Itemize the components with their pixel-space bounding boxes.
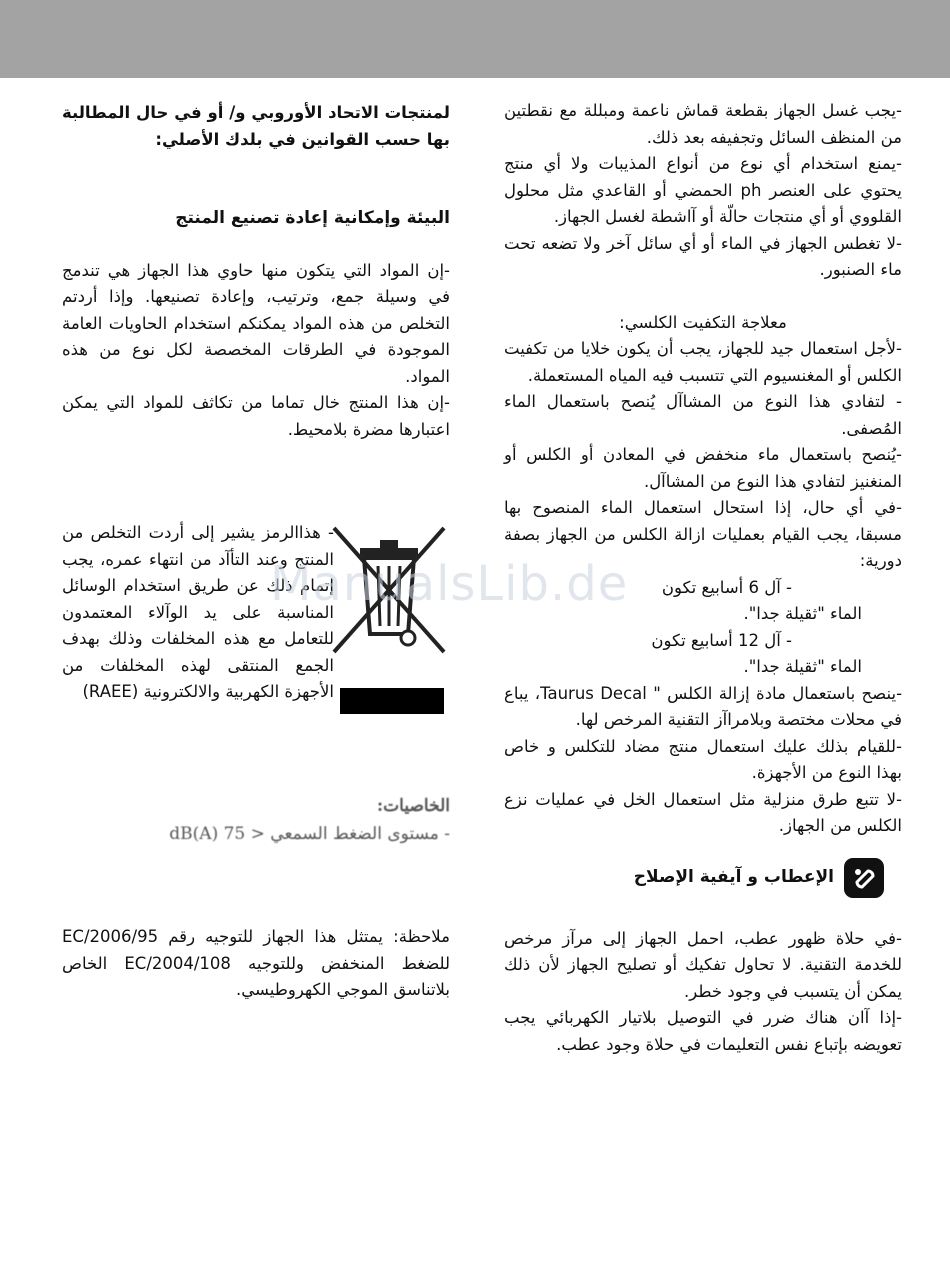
repair-icon (844, 858, 884, 898)
repair-heading (504, 858, 902, 898)
compliance-note (62, 924, 450, 1004)
environment-title: البيئة وإمكانية إعادة تصنيع المنتج (175, 208, 450, 228)
descaling-paragraph-3: -يُنصح باستعمال ماء منخفض في المعادن أو الكلس أو المنغنيز لتفادي هذا النوع من المشاآل. (504, 445, 902, 491)
cleaning-paragraph-3: -لا تغطس الجهاز في الماء أو أي سائل آخر ولا تضعه تحت ماء الصنبور. (504, 233, 902, 279)
header-bar (0, 0, 950, 78)
weee-paragraph: - هذاالرمز يشير إلى أردت التخلص من المنتج وعند التأآد من انتهاء عمره، يجب إتمام ذلك عن طريق استخدام الوسائل المناسبة على يد الوآلاء المعتمدون للتعامل مع هذه المخلفات وذلك بهدف الجمع المنتقى لهذه المخلفات من الأجهزة الكهربية والالكترونية (RAEE) (62, 523, 334, 701)
descaling-title: معلاجة التكفيت الكلسي: (619, 312, 787, 332)
environment-paragraph-1: -إن المواد التي يتكون منها حاوي هذا الجهاز هي تندمج في وسيلة جمع، وترتيب، وإعادة تصنيعها. وإذا أردتم التخلص من هذه المواد يمكنكم استخدام الحاويات العامة الموجودة في الطرقات المخصصة لكل نوع من هذه المواد. (62, 260, 450, 386)
cleaning-paragraph-1: -يجب غسل الجهاز بقطعة قماش ناعمة ومبللة مع نقطتين من المنظف السائل وتجفيفه بعد ذلك. (504, 101, 902, 147)
descaling-paragraph-1: -لأجل استعمال جيد للجهاز، يجب أن يكون خلايا من تكفيت الكلس أو المغنسيوم التي تتسبب فيه المياه المستعملة. (504, 339, 902, 385)
specs-title: الخاصيات: (376, 796, 450, 816)
decal-paragraph-2: -للقيام بذلك عليك استعمال منتج مضاد للتكلس و خاص بهذا النوع من الأجهزة. (504, 736, 902, 782)
left-column-top (62, 100, 450, 443)
eu-title: لمنتجات الاتحاد الأوروبي و/ أو في حال المطالبة بها حسب القوانين في بلدك الأصلي: (62, 103, 450, 149)
decal-paragraph-3: -لا تتبع طرق منزلية مثل استعمال الخل في عمليات نزع الكلس من الجهاز. (504, 789, 902, 835)
note-paragraph: ملاحظة: يمتثل هذا الجهاز للتوجيه رقم 2006/95/EC للضغط المنخفض وللتوجيه 2004/108/EC الخاص بلاتناسق الموجي الكهروطيسي. (62, 927, 451, 999)
water-heavy-line-1: الماء "ثقيلة جدا". (743, 604, 862, 623)
descaling-paragraph-2: - لتفادي هذا النوع من المشاآل يُنصح باستعمال الماء المُصفى. (504, 392, 902, 438)
specs-noise-level: - مستوى الضغط السمعي < 75 dB(A) (169, 824, 450, 844)
decal-paragraph-1: -ينصح باستعمال مادة إزالة الكلس " Taurus Decal، يباع في محلات مختصة وبلامراآز التقنية المرخص لها. (504, 683, 903, 729)
weeks-6-line: - آل 6 أسابيع تكون (661, 577, 792, 597)
weeks-12-line: - آل 12 أسابيع تكون (651, 630, 792, 650)
repair-paragraph-2: -إذا آان هناك ضرر في التوصيل بلاتيار الكهربائي يجب تعويضه بإتباع نفس التعليمات في حلاة وجود عطب. (504, 1008, 902, 1054)
crossed-bin-icon (330, 522, 448, 718)
repair-paragraph-1: -في حلاة ظهور عطب، احمل الجهاز إلى مرآز مرخص للخدمة التقنية. لا تحاول تفكيك أو تصليح الجهاز لأن ذلك يمكن أن يتسبب في وجود خطر. (504, 928, 902, 1001)
repair-title: الإعطاب و آيفية الإصلاح (633, 867, 834, 888)
watermark: ManualsLib.de (270, 556, 629, 612)
descaling-paragraph-4: -في أي حال، إذا استحال استعمال الماء المنصوح بها مسبقا، يجب القيام بعمليات ازالة الكلس من الجهاز بصفة دورية: (504, 498, 902, 570)
cleaning-paragraph-2: -يمنع استخدام أي نوع من أنواع المذيبات ولا أي منتج يحتوي على العنصر ph الحمضي أو القاعدي مثل محلول القلووي أو أي منتجات حالّة أو آاشطة لغسل الجهاز. (504, 154, 903, 226)
water-heavy-line-2: الماء "ثقيلة جدا". (743, 657, 862, 676)
environment-paragraph-2: -إن هذا المنتج خال تماما من تكاثف للمواد التي يمكن اعتبارها مضرة بلامحيط. (62, 393, 450, 439)
